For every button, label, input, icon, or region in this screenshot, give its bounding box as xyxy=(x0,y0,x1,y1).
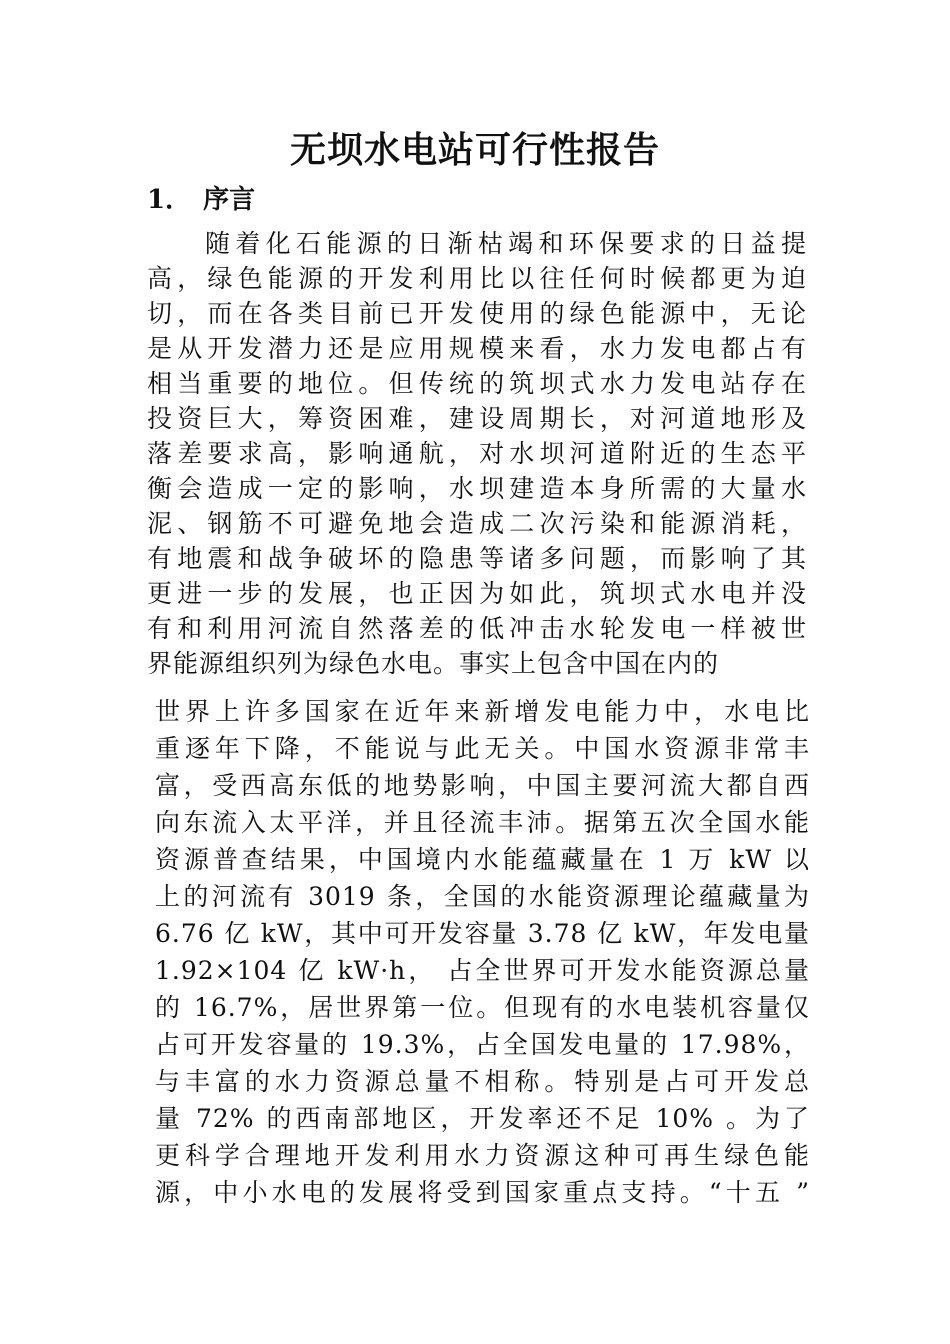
paragraph-line: 占可开发容量的 19.3%，占全国发电量的 17.98%， xyxy=(155,1030,810,1059)
paragraph-line: 更进一步的发展，也正因为如此，筑坝式水电并没 xyxy=(147,579,807,608)
paragraph-line: 向东流入太平洋，并且径流丰沛。据第五次全国水能 xyxy=(155,808,810,837)
paragraph-line: 有地震和战争破坏的隐患等诸多问题，而影响了其 xyxy=(147,544,807,573)
paragraph-line: 量 72% 的西南部地区，开发率还不足 10% 。为了 xyxy=(155,1104,810,1133)
paragraph-line: 6.76 亿 kW，其中可开发容量 3.78 亿 kW，年发电量 xyxy=(155,919,810,948)
paragraph-line: 更科学合理地开发利用水力资源这种可再生绿色能 xyxy=(155,1141,810,1170)
paragraph-line: 的 16.7%，居世界第一位。但现有的水电装机容量仅 xyxy=(155,993,810,1022)
section-heading xyxy=(147,183,255,217)
paragraph-line: 富，受西高东低的地势影响，中国主要河流大都自西 xyxy=(155,771,810,800)
section-number: 1． xyxy=(147,185,192,215)
paragraph-line: 1.92×104 亿 kW·h， 占全世界可开发水能资源总量 xyxy=(155,956,810,985)
paragraph-line: 衡会造成一定的影响，水坝建造本身所需的大量水 xyxy=(147,474,807,503)
paragraph-line: 落差要求高，影响通航，对水坝河道附近的生态平 xyxy=(147,439,807,468)
paragraph-line: 与丰富的水力资源总量不相称。特别是占可开发总 xyxy=(155,1067,810,1096)
paragraph-line: 随着化石能源的日渐枯竭和环保要求的日益提 xyxy=(205,229,807,258)
section-heading-text: 序言 xyxy=(203,185,256,215)
paragraph-line: 泥、钢筋不可避免地会造成二次污染和能源消耗， xyxy=(147,509,807,538)
paragraph-line: 相当重要的地位。但传统的筑坝式水力发电站存在 xyxy=(147,369,807,398)
paragraph-line: 世界上许多国家在近年来新增发电能力中，水电比 xyxy=(155,697,810,726)
paragraph-line: 资源普查结果，中国境内水能蕴藏量在 1 万 kW 以 xyxy=(155,845,810,874)
paragraph-line: 投资巨大，筹资困难，建设周期长，对河道地形及 xyxy=(147,404,807,433)
paragraph-line: 切，而在各类目前已开发使用的绿色能源中，无论 xyxy=(147,299,807,328)
paragraph-line: 高，绿色能源的开发利用比以往任何时候都更为迫 xyxy=(147,264,807,293)
paragraph-line: 源，中小水电的发展将受到国家重点支持。“十五 ” xyxy=(155,1178,810,1207)
paragraph-line: 界能源组织列为绿色水电。事实上包含中国在内的 xyxy=(147,649,720,678)
paragraph-line: 是从开发潜力还是应用规模来看，水力发电都占有 xyxy=(147,334,807,363)
paragraph-line: 有和利用河流自然落差的低冲击水轮发电一样被世 xyxy=(147,614,807,643)
paragraph-line: 上的河流有 3019 条，全国的水能资源理论蕴藏量为 xyxy=(155,882,810,911)
document-title: 无坝水电站可行性报告 xyxy=(289,129,660,171)
paragraph-line: 重逐年下降，不能说与此无关。中国水资源非常丰 xyxy=(155,734,810,763)
